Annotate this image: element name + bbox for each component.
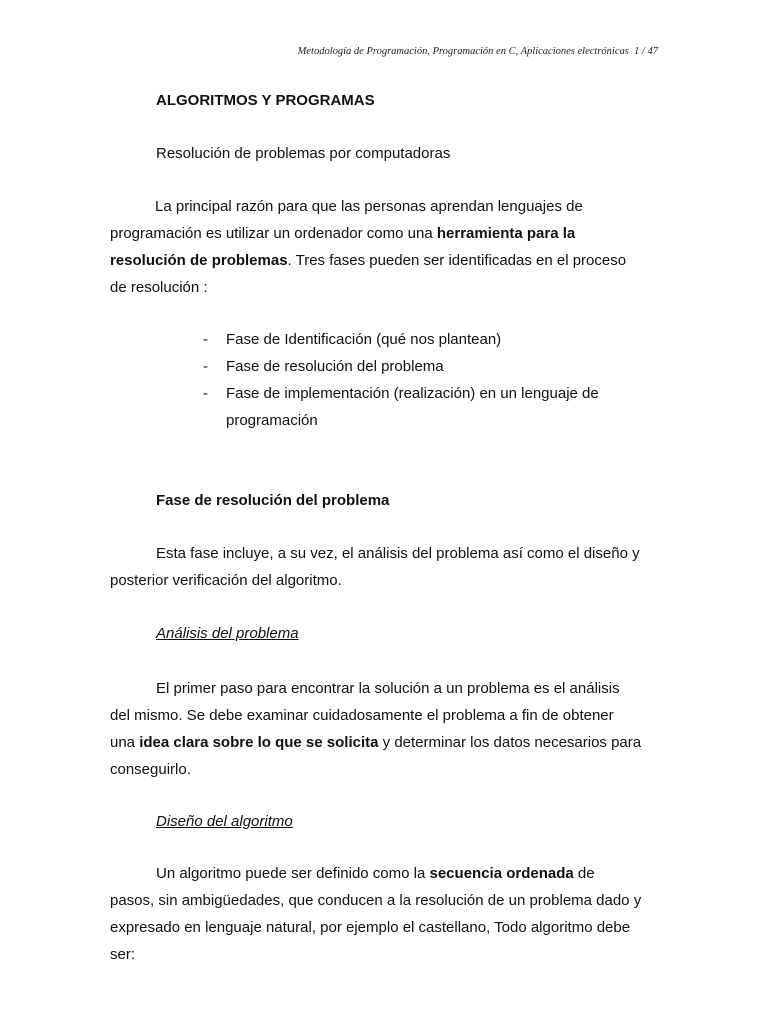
section-heading: Fase de resolución del problema	[156, 492, 390, 509]
section-paragraph	[110, 540, 660, 594]
analysis-paragraph	[110, 675, 660, 783]
analysis-line-3-end: y determinar los datos necesarios para	[378, 734, 642, 751]
section-line-1: Esta fase incluye, a su vez, el análisis del problema así como el diseño y	[156, 545, 640, 562]
analysis-line-1: El primer paso para encontrar la solución a un problema es el análisis	[156, 680, 620, 697]
analysis-bold-idea: idea clara sobre lo que se solicita	[139, 734, 379, 751]
intro-line-2	[110, 220, 660, 247]
phase-item-resolucion: Fase de resolución del problema	[226, 358, 444, 375]
design-line-2: pasos, sin ambigüedades, que conducen a la resolución de un problema dado y	[110, 892, 642, 909]
analysis-line-4: conseguirlo.	[110, 761, 191, 778]
analysis-line-2: del mismo. Se debe examinar cuidadosamente el problema a fin de obtener	[110, 707, 614, 724]
phase-item-identificacion: Fase de Identificación (qué nos plantean)	[226, 331, 502, 348]
document-title: ALGORITMOS Y PROGRAMAS	[156, 92, 375, 109]
analysis-line-3	[110, 729, 660, 756]
running-header	[298, 46, 658, 57]
analysis-line-3-start: una	[110, 734, 140, 751]
intro-line-3	[110, 247, 660, 274]
section-line-2: posterior verificación del algoritmo.	[110, 572, 342, 589]
intro-line-1: La principal razón para que las personas aprendan lenguajes de	[155, 198, 583, 215]
list-dash: -	[203, 358, 208, 375]
intro-line-4: de resolución :	[110, 279, 208, 296]
design-line-3: expresado en lenguaje natural, por ejemplo el castellano, Todo algoritmo debe	[110, 919, 631, 936]
design-bold-secuencia: secuencia ordenada	[429, 865, 574, 882]
design-line-4: ser:	[110, 946, 136, 963]
list-dash: -	[203, 385, 208, 402]
design-line-1-end: de	[573, 865, 595, 882]
running-title: Metodología de Programación, Programación en C, Aplicaciones electrónicas	[297, 46, 629, 57]
phase-item-implementacion-cont: programación	[226, 412, 318, 429]
list-dash: -	[203, 331, 208, 348]
design-line-1-start: Un algoritmo puede ser definido como la	[156, 865, 430, 882]
design-paragraph	[110, 860, 660, 968]
intro-bold-resolucion: resolución de problemas	[110, 252, 288, 269]
page-number: 1 / 47	[634, 46, 658, 57]
intro-paragraph	[110, 193, 660, 301]
analysis-heading: Análisis del problema	[156, 625, 299, 642]
design-line-1	[110, 860, 660, 887]
phase-item-implementacion: Fase de implementación (realización) en un lenguaje de	[226, 385, 599, 402]
intro-line-2-text: programación es utilizar un ordenador como una	[110, 225, 437, 242]
intro-line-3-text: . Tres fases pueden ser identificadas en el proceso	[287, 252, 627, 269]
document-subtitle: Resolución de problemas por computadoras	[156, 145, 451, 162]
design-heading: Diseño del algoritmo	[156, 813, 293, 830]
intro-bold-herramienta: herramienta para la	[436, 225, 576, 242]
